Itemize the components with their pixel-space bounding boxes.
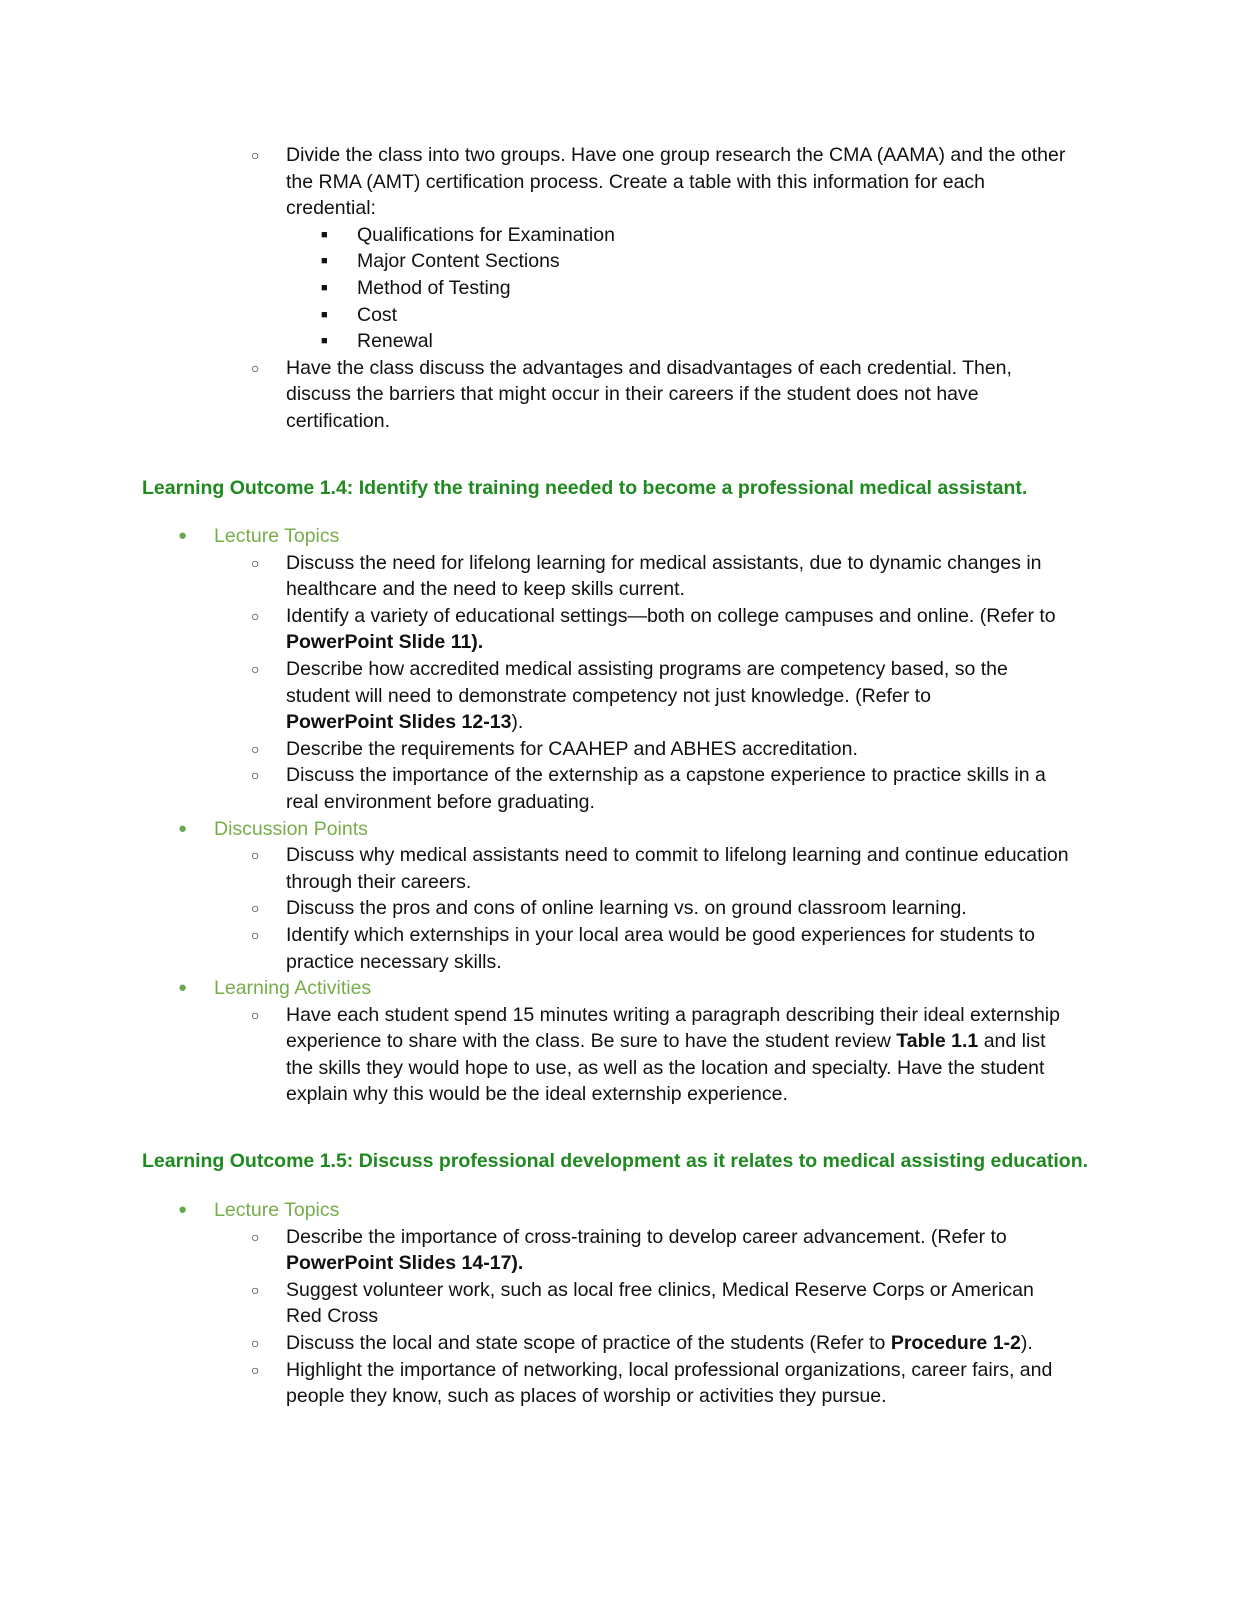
- slide-reference: PowerPoint Slides 14-17).: [286, 1252, 524, 1275]
- list-item: [0, 1277, 1236, 1330]
- list-item: [0, 603, 1236, 656]
- hollow-bullet-icon: ○: [251, 1228, 260, 1245]
- list-item: [0, 736, 1236, 763]
- list-item: [0, 842, 1236, 895]
- activity-text: Have the class discuss the advantages and disadvantages of each credential. Then, discuss the barriers that might occur in their careers if the student does not have certification.: [286, 356, 1012, 432]
- list-item: [0, 1357, 1236, 1410]
- criteria-item: Method of Testing: [357, 276, 511, 299]
- hollow-bullet-icon: ○: [251, 1334, 260, 1351]
- criteria-item: Renewal: [357, 330, 433, 353]
- list-item-text: Have each student spend 15 minutes writing a paragraph describing their ideal externship experience to share with the class. Be sure to have the student review: [286, 1003, 1060, 1053]
- list-item: [0, 762, 1236, 815]
- list-item: [0, 922, 1236, 975]
- hollow-bullet-icon: ○: [251, 147, 260, 163]
- list-item-text: ).: [511, 711, 524, 734]
- list-item: [0, 1330, 1236, 1357]
- learning-outcome-heading: Learning Outcome 1.5: Discuss professional development as it relates to medical assisting education.: [142, 1150, 1089, 1172]
- hollow-bullet-icon: ○: [251, 1281, 260, 1298]
- square-bullet-icon: ■: [321, 335, 328, 348]
- list-item-text: Identify a variety of educational settings—both on college campuses and online. (Refer to: [286, 604, 1056, 627]
- section-label: [0, 975, 1236, 1002]
- list-item-text: Discuss the local and state scope of practice of the students (Refer to: [286, 1331, 891, 1354]
- bullet-icon: ●: [178, 1201, 188, 1218]
- slide-reference: PowerPoint Slides 12-13: [286, 711, 512, 734]
- list-item: [0, 550, 1236, 603]
- bullet-icon: ●: [178, 527, 188, 544]
- learning-outcome-heading: Learning Outcome 1.4: Identify the training needed to become a professional medical assistant.: [142, 477, 1028, 499]
- list-item-text: Discuss why medical assistants need to commit to lifelong learning and continue education through their careers.: [286, 844, 1069, 893]
- discussion-points-label: Discussion Points: [214, 817, 368, 840]
- list-item: [0, 328, 1236, 355]
- list-item: [0, 1002, 1236, 1108]
- list-item: [0, 656, 1236, 736]
- list-item: [0, 142, 1236, 222]
- list-item-text: Discuss the need for lifelong learning for medical assistants, due to dynamic changes in healthcare and the need to keep skills current.: [286, 551, 1042, 601]
- section-label: [0, 1197, 1236, 1224]
- hollow-bullet-icon: ○: [251, 359, 260, 376]
- list-item: [0, 248, 1236, 275]
- activities-continued: [0, 142, 1236, 435]
- lecture-topics-label: Lecture Topics: [214, 1199, 340, 1221]
- hollow-bullet-icon: ○: [251, 740, 260, 757]
- hollow-bullet-icon: ○: [251, 900, 260, 917]
- list-item-text: Highlight the importance of networking, local professional organizations, career fairs, and people they know, such as places of worship or activities they pursue.: [286, 1358, 1053, 1408]
- list-item-text: ).: [1020, 1331, 1033, 1354]
- hollow-bullet-icon: ○: [251, 607, 260, 624]
- list-item-text: Identify which externships in your local area would be good experiences for students to practice necessary skills.: [286, 923, 1036, 973]
- hollow-bullet-icon: ○: [251, 767, 260, 784]
- list-item: [0, 355, 1236, 435]
- hollow-bullet-icon: ○: [251, 926, 260, 943]
- criteria-item: Qualifications for Examination: [357, 223, 615, 246]
- section-label: [0, 523, 1236, 550]
- list-item: [0, 302, 1236, 329]
- procedure-reference: Procedure 1-2: [890, 1331, 1021, 1354]
- list-item: [0, 895, 1236, 922]
- list-item: [0, 222, 1236, 249]
- hollow-bullet-icon: ○: [251, 847, 260, 864]
- list-item-text: Describe the requirements for CAAHEP and ABHES accreditation.: [286, 737, 858, 760]
- square-bullet-icon: ■: [321, 255, 328, 268]
- hollow-bullet-icon: ○: [251, 1361, 260, 1378]
- list-item-text: and list the skills they would hope to use, as well as the location and specialty. Have the student explain why this would be the ideal externship experience.: [286, 1030, 1046, 1106]
- square-bullet-icon: ■: [321, 308, 328, 321]
- activity-text: Divide the class into two groups. Have one group research the CMA (AAMA) and the other the RMA (AMT) certification process. Create a table with this information for each credential:: [286, 144, 1066, 220]
- learning-outcome-section: [0, 1197, 1236, 1410]
- bullet-icon: ●: [178, 979, 188, 997]
- slide-reference: PowerPoint Slide 11).: [286, 631, 484, 654]
- learning-outcome-section: [0, 523, 1236, 1108]
- hollow-bullet-icon: ○: [251, 1006, 260, 1023]
- square-bullet-icon: ■: [321, 228, 328, 241]
- learning-activities-label: Learning Activities: [214, 977, 372, 1000]
- hollow-bullet-icon: ○: [251, 554, 260, 571]
- bullet-icon: ●: [178, 819, 188, 837]
- list-item-text: Describe how accredited medical assisting programs are competency based, so the student will need to demonstrate competency not just knowledge. (Refer to: [286, 657, 1008, 707]
- list-item: [0, 275, 1236, 302]
- list-item-text: Discuss the pros and cons of online learning vs. on ground classroom learning.: [286, 897, 967, 920]
- table-reference: Table 1.1: [896, 1030, 979, 1053]
- lecture-topics-label: Lecture Topics: [214, 525, 340, 547]
- criteria-item: Cost: [357, 303, 398, 326]
- list-item-text: Describe the importance of cross-training to develop career advancement. (Refer to: [286, 1225, 1007, 1248]
- list-item-text: Suggest volunteer work, such as local free clinics, Medical Reserve Corps or American Red Cross: [286, 1278, 1034, 1328]
- list-item: [0, 1224, 1236, 1277]
- criteria-item: Major Content Sections: [357, 250, 560, 273]
- square-bullet-icon: ■: [321, 281, 328, 294]
- hollow-bullet-icon: ○: [251, 660, 260, 677]
- section-label: [0, 816, 1236, 843]
- list-item-text: Discuss the importance of the externship as a capstone experience to practice skills in a real environment before graduating.: [286, 764, 1046, 813]
